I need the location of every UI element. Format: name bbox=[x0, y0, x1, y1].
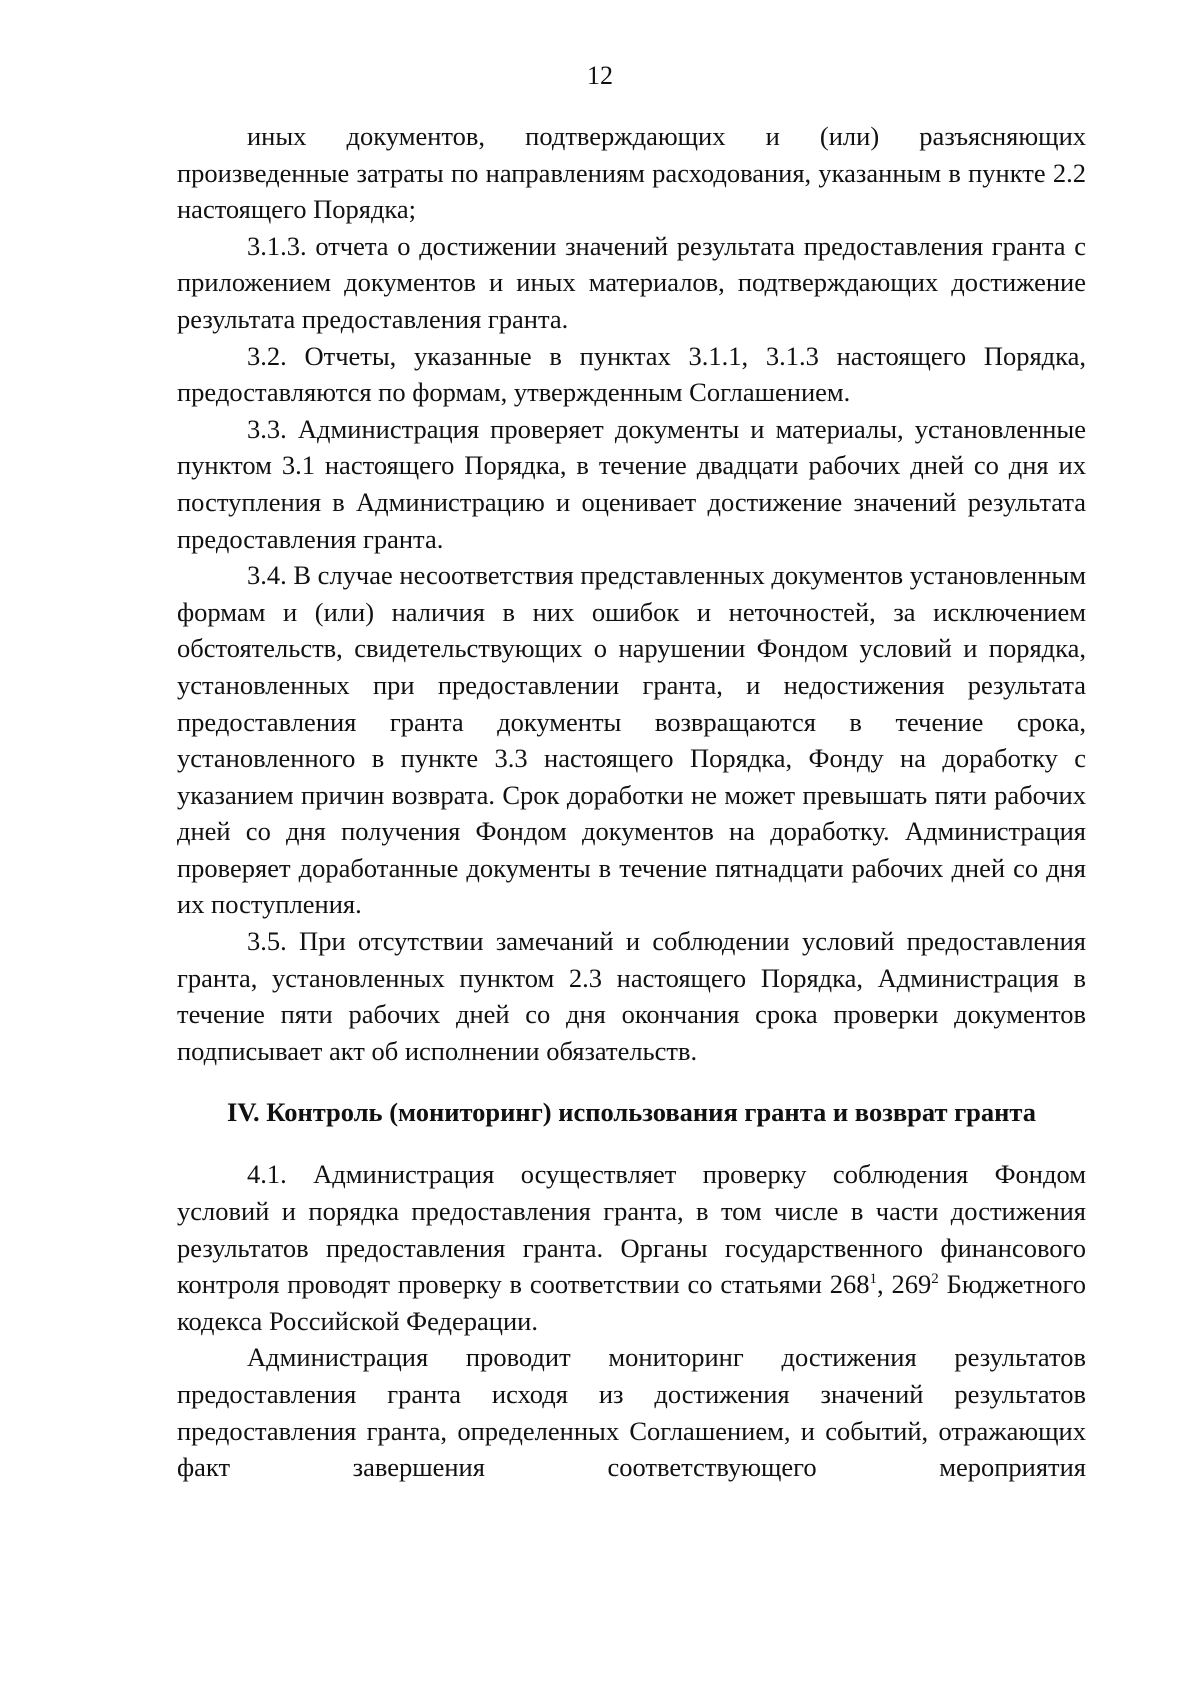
paragraph-4-1-mid: , 269 bbox=[877, 1269, 932, 1300]
paragraph-4-1 bbox=[177, 1156, 1086, 1339]
superscript-2: 2 bbox=[931, 1271, 939, 1288]
paragraph-4-1-tail: Бюджетного кодекса Российской Федерации. bbox=[177, 1269, 1086, 1336]
paragraph-3-4: 3.4. В случае несоответствия представленных документов установленным формам и (или) наличия в них ошибок и неточностей, за исключением обстоятельств, свидетельствующих о нарушении Фондом условий и порядка, установленных при предоставлении гранта, и недостижения результата предоставления гранта документы возвращаются в течение срока, установленного в пункте 3.3 настоящего Порядка, Фонду на доработку с указанием причин возврата. Срок доработки не может превышать пяти рабочих дней со дня получения Фондом документов на доработку. Администрация проверяет доработанные документы в течение пятнадцати рабочих дней со дня их поступления. bbox=[177, 560, 1086, 920]
paragraph-3-5: 3.5. При отсутствии замечаний и соблюдении условий предоставления гранта, установленных пунктом 2.3 настоящего Порядка, Администрация в течение пяти рабочих дней со дня окончания срока проверки документов подписывает акт об исполнении обязательств. bbox=[177, 926, 1086, 1066]
paragraph-monitoring: Администрация проводит мониторинг достижения результатов предоставления гранта исходя из достижения значений результатов предоставления гранта, определенных Соглашением, и событий, отражающих факт завершения соответствующего мероприятия bbox=[177, 1342, 1086, 1483]
section-heading: IV. Контроль (мониторинг) использования гранта и возврат гранта bbox=[227, 1097, 1036, 1128]
paragraph-3-1-3: 3.1.3. отчета о достижении значений результата предоставления гранта с приложением документов и иных материалов, подтверждающих достижение результата предоставления гранта. bbox=[177, 230, 1086, 334]
paragraph-4-1-text: 4.1. Администрация осуществляет проверку соблюдения Фондом условий и порядка предоставления гранта, в том числе в части достижения результатов предоставления гранта. Органы государственного финансового контроля проводят проверку в соответствии со статьями 268 bbox=[177, 1159, 1086, 1300]
paragraph-3-2: 3.2. Отчеты, указанные в пунктах 3.1.1, 3.1.3 настоящего Порядка, предоставляются по формам, утвержденным Соглашением. bbox=[177, 340, 1086, 408]
superscript-1: 1 bbox=[869, 1271, 878, 1288]
paragraph-3-3: 3.3. Администрация проверяет документы и материалы, установленные пунктом 3.1 настоящего Порядка, в течение двадцати рабочих дней со дня их поступления в Администрацию и оценивает достижение значений результата предоставления гранта. bbox=[177, 413, 1086, 554]
document-body bbox=[177, 118, 1086, 1486]
page-number: 12 bbox=[587, 61, 613, 90]
paragraph-continuation: иных документов, подтверждающих и (или) разъясняющих произведенные затраты по направлениям расходования, указанным в пункте 2.2 настоящего Порядка; bbox=[177, 121, 1086, 225]
